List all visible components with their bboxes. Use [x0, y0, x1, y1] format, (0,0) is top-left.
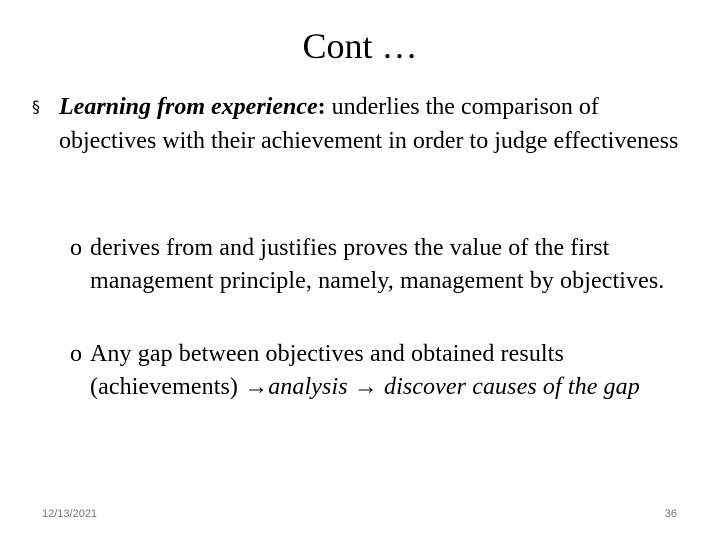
bullet-body: underlies the comparison of objectives with their achievement in order to judge effectiveness	[59, 94, 679, 154]
sub-bullet-2-plain: Any gap between objectives and obtained results (achievements) →	[90, 341, 564, 400]
slide-title: Cont …	[302, 26, 418, 66]
sub-bullet-2-italic-analysis: analysis	[268, 374, 348, 400]
sub-bullet-2	[70, 338, 702, 404]
main-bullet	[32, 90, 702, 158]
footer-date: 12/13/2021	[42, 508, 98, 520]
sub-bullet-1-text: derives from and justifies proves the value of the first management principle, namely, management by objectives.	[90, 235, 665, 294]
footer-page-number: 36	[664, 508, 677, 520]
sub-bullet-2-text	[90, 338, 702, 404]
circle-bullet-icon: o	[70, 341, 83, 367]
square-bullet-icon: §	[32, 97, 40, 116]
circle-bullet-icon: o	[70, 235, 83, 261]
bullet-colon: :	[317, 94, 326, 120]
arrow-glyph: →	[347, 374, 384, 400]
main-bullet-text	[59, 90, 702, 158]
sub-bullet-1	[70, 232, 702, 298]
sub-bullet-2-italic-causes: discover causes of the gap	[383, 374, 640, 400]
bullet-term: Learning from experience	[59, 94, 318, 120]
